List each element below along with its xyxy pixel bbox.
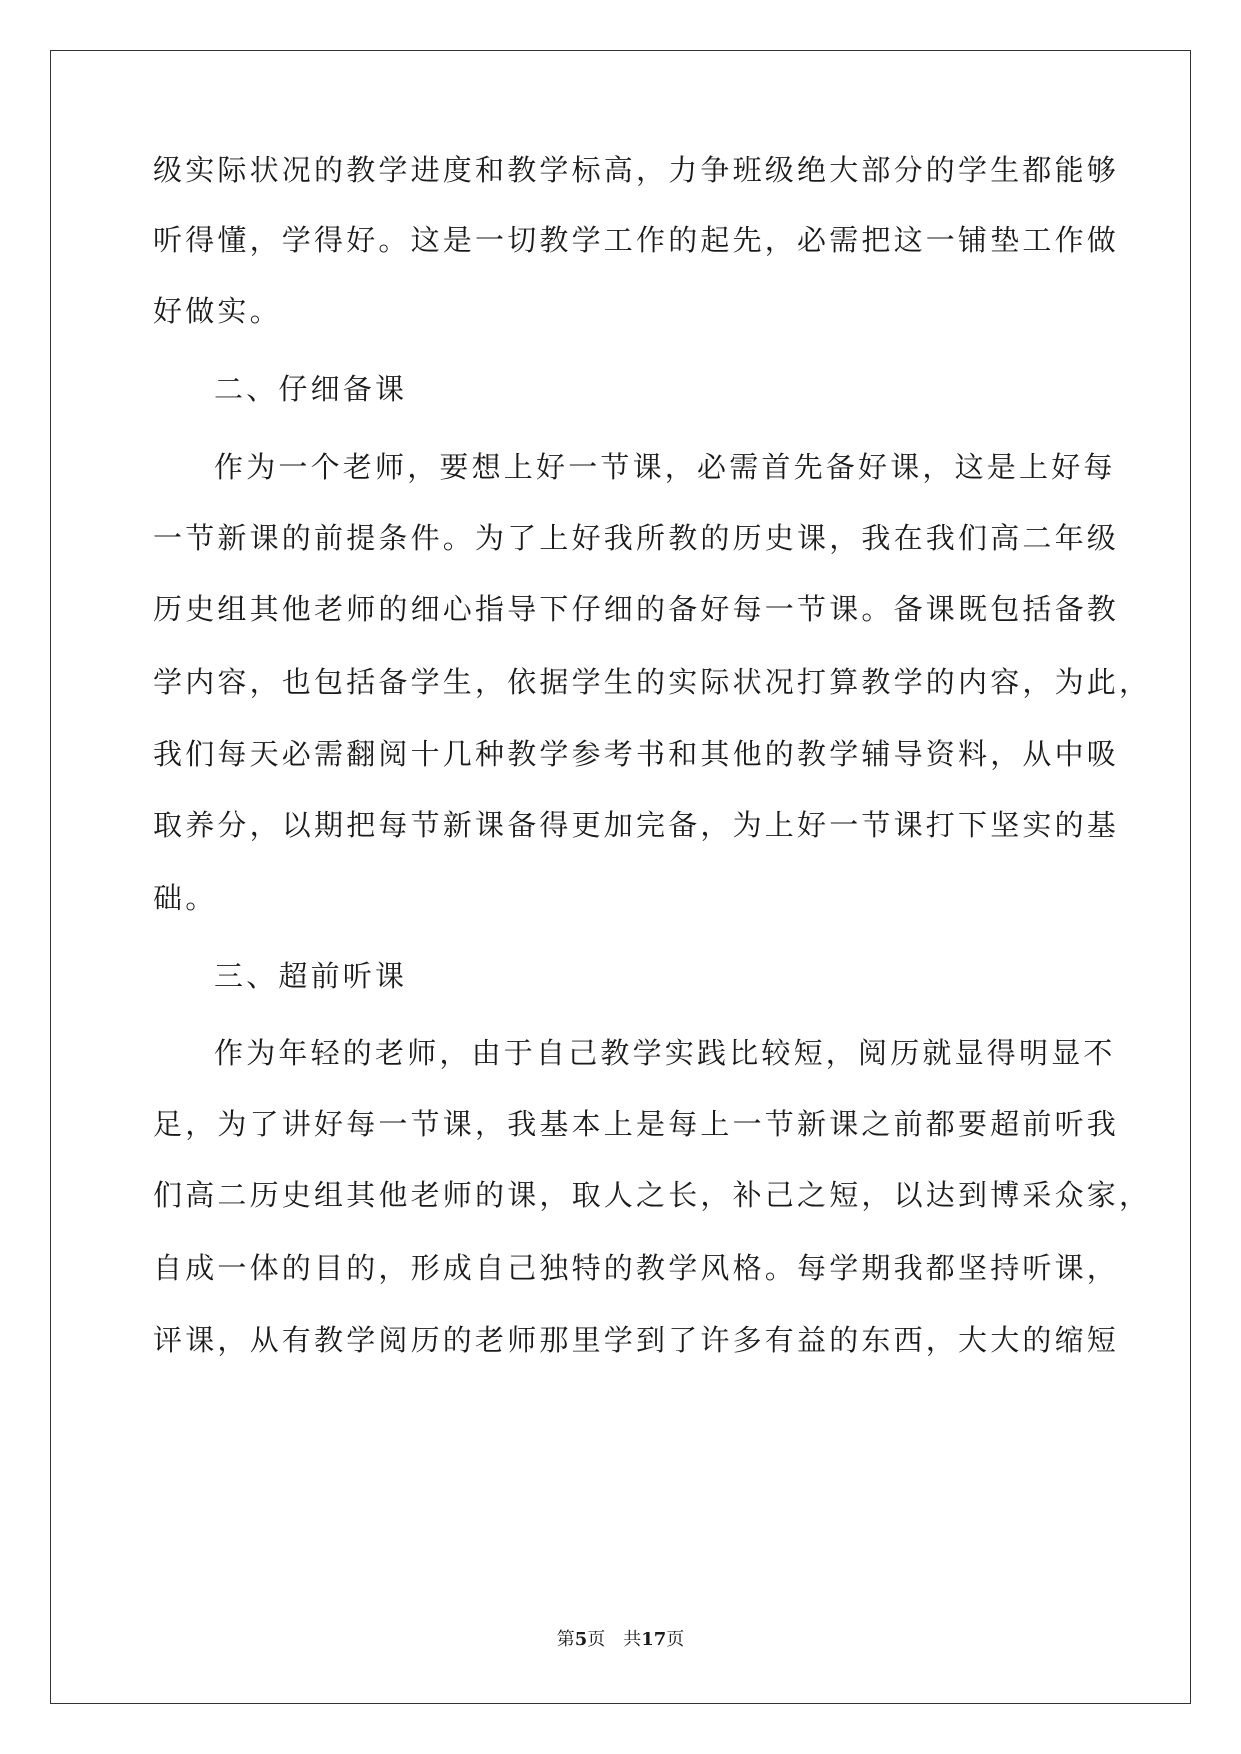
text-line: 好做实。 — [153, 294, 282, 328]
section-heading: 三、超前听课 — [214, 959, 408, 993]
page-footer — [0, 1628, 1241, 1652]
text-line: 们高二历史组其他老师的课，取人之长，补己之短，以达到博采众家， — [153, 1178, 1152, 1212]
text-line: 听得懂，学得好。这是一切教学工作的起先，必需把这一铺垫工作做 — [153, 223, 1120, 257]
text-line: 级实际状况的教学进度和教学标高，力争班级绝大部分的学生都能够 — [153, 153, 1120, 187]
text-line: 自成一体的目的，形成自己独特的教学风格。每学期我都坚持听课， — [153, 1251, 1120, 1285]
total-suffix: 页 — [666, 1629, 685, 1650]
text-line: 学内容，也包括备学生，依据学生的实际状况打算教学的内容，为此， — [153, 665, 1152, 699]
text-line: 一节新课的前提条件。为了上好我所教的历史课，我在我们高二年级 — [153, 521, 1120, 555]
page-suffix: 页 — [587, 1629, 606, 1650]
text-line: 作为一个老师，要想上好一节课，必需首先备好课，这是上好每 — [214, 450, 1116, 484]
text-line: 我们每天必需翻阅十几种教学参考书和其他的教学辅导资料，从中吸 — [153, 737, 1120, 771]
text-line: 础。 — [153, 881, 218, 915]
text-line: 取养分，以期把每节新课备得更加完备，为上好一节课打下坚实的基 — [153, 808, 1120, 842]
text-line: 足，为了讲好每一节课，我基本上是每上一节新课之前都要超前听我 — [153, 1107, 1120, 1141]
text-line: 评课，从有教学阅历的老师那里学到了许多有益的东西，大大的缩短 — [153, 1323, 1120, 1357]
total-prefix: 共 — [623, 1629, 642, 1650]
page-number: 5 — [574, 1629, 588, 1650]
total-pages: 17 — [641, 1629, 667, 1650]
text-line: 历史组其他老师的细心指导下仔细的备好每一节课。备课既包括备教 — [153, 592, 1120, 626]
section-heading: 二、仔细备课 — [214, 372, 408, 406]
page-prefix: 第 — [556, 1629, 575, 1650]
text-line: 作为年轻的老师，由于自己教学实践比较短，阅历就显得明显不 — [214, 1036, 1116, 1070]
